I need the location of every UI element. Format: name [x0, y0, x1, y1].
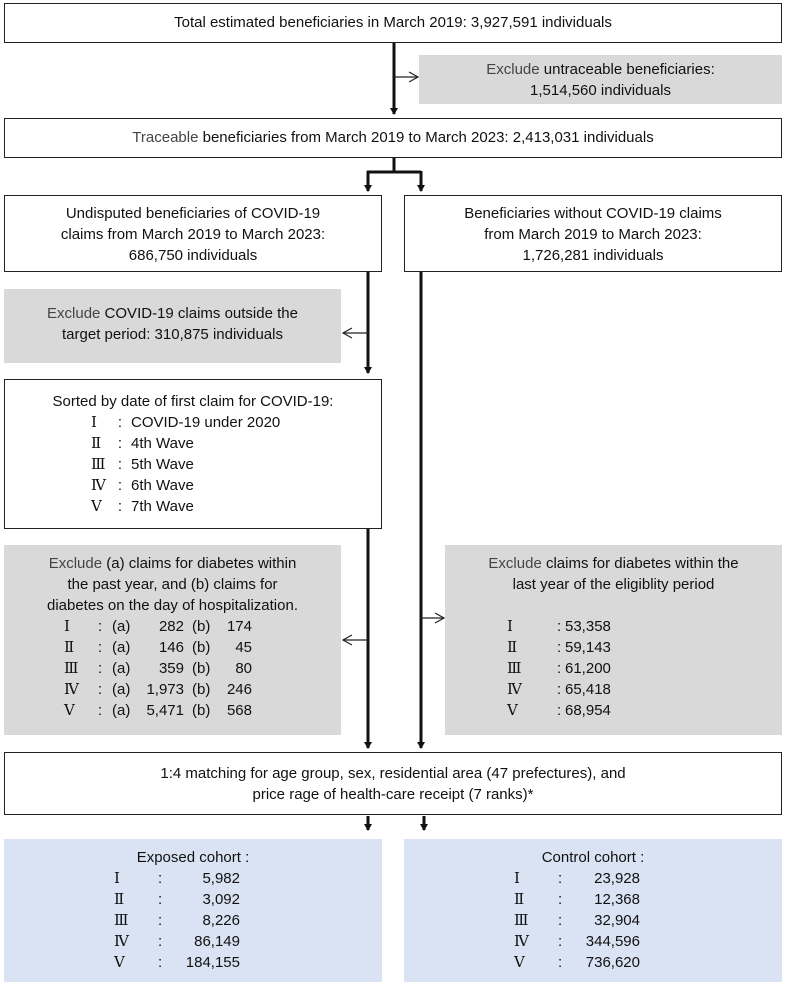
label-a: (a): [112, 681, 131, 698]
label-a: (a): [112, 702, 131, 719]
row-colon: :: [558, 954, 563, 971]
row-colon: :: [98, 681, 103, 698]
cohort-value: 86,149: [194, 933, 240, 950]
exclude-right-line1: claims for diabetes within the: [541, 555, 739, 572]
cohort-row: [114, 952, 240, 973]
wave-numeral: Ⅰ: [91, 413, 97, 431]
value-a: 282: [158, 618, 184, 635]
wave-numeral: Ⅲ: [507, 659, 522, 677]
exclude-left-table: [64, 616, 252, 721]
exclude-untraceable-line1: untraceable beneficiaries:: [539, 61, 715, 78]
exclude-right-line2: last year of the eligiblity period: [512, 576, 715, 593]
wave-numeral: Ⅳ: [114, 932, 129, 950]
matching-line2: price rage of health-care receipt (7 ranks)*: [252, 786, 534, 803]
exclude-left-line2: the past year, and (b) claims for: [67, 576, 278, 593]
row-value: 61,200: [565, 660, 611, 677]
wave-numeral: Ⅲ: [91, 455, 106, 473]
wave-numeral: Ⅰ: [507, 617, 513, 635]
value-b: 80: [235, 660, 252, 677]
wave-colon: :: [117, 477, 123, 494]
wave-numeral: Ⅱ: [64, 638, 75, 656]
wave-item: [91, 454, 280, 475]
row-value: 53,358: [565, 618, 611, 635]
row-colon: :: [558, 870, 563, 887]
wave-numeral: Ⅱ: [114, 890, 125, 908]
exclude-left-row: [64, 616, 252, 637]
exposed-title: Exposed cohort :: [136, 849, 250, 866]
cohort-value: 3,092: [202, 891, 240, 908]
wave-colon: :: [117, 456, 123, 473]
exclude-diabetes-right-box: [445, 545, 782, 735]
row-colon: :: [557, 702, 562, 719]
traceable-keyword: Traceable: [132, 129, 199, 146]
row-value: 68,954: [565, 702, 611, 719]
wave-item: [91, 475, 280, 496]
exclude-right-row: [507, 658, 611, 679]
cohort-row: [114, 889, 240, 910]
covid-line1: Undisputed beneficiaries of COVID-19: [65, 205, 321, 222]
wave-numeral: Ⅰ: [514, 869, 520, 887]
label-b: (b): [192, 681, 211, 698]
exclude-left-row: [64, 679, 252, 700]
exclude-keyword: Exclude: [48, 555, 103, 572]
control-cohort-box: [404, 839, 782, 982]
control-title: Control cohort :: [541, 849, 645, 866]
value-a: 359: [158, 660, 184, 677]
exclude-left-row: [64, 637, 252, 658]
exposed-table: [114, 868, 240, 973]
wave-label: 6th Wave: [131, 477, 194, 494]
wave-label: COVID-19 under 2020: [131, 414, 281, 431]
exclude-keyword: Exclude: [486, 61, 540, 78]
row-colon: :: [158, 954, 163, 971]
label-b: (b): [192, 618, 211, 635]
total-text: Total estimated beneficiaries in March 2019: 3,927,591 individuals: [174, 14, 612, 31]
row-colon: :: [98, 639, 103, 656]
nocovid-beneficiaries-box: [404, 195, 782, 272]
cohort-row: [514, 889, 640, 910]
covid-line3: 686,750 individuals: [128, 247, 258, 264]
wave-numeral: Ⅴ: [64, 701, 75, 719]
exclude-right-row: [507, 616, 611, 637]
cohort-row: [514, 952, 640, 973]
cohort-value: 344,596: [585, 933, 640, 950]
wave-numeral: Ⅰ: [114, 869, 120, 887]
wave-numeral: Ⅳ: [91, 476, 106, 494]
row-value: 59,143: [565, 639, 611, 656]
wave-numeral: Ⅳ: [64, 680, 79, 698]
wave-numeral: Ⅳ: [507, 680, 522, 698]
cohort-row: [114, 931, 240, 952]
wave-label: 7th Wave: [131, 498, 194, 515]
cohort-value: 736,620: [585, 954, 640, 971]
wave-numeral: Ⅱ: [514, 890, 525, 908]
wave-numeral: Ⅲ: [514, 911, 529, 929]
wave-numeral: Ⅲ: [64, 659, 79, 677]
cohort-value: 5,982: [202, 870, 240, 887]
row-colon: :: [557, 618, 562, 635]
row-colon: :: [98, 660, 103, 677]
row-colon: :: [98, 702, 103, 719]
row-colon: :: [158, 870, 163, 887]
cohort-value: 12,368: [594, 891, 640, 908]
total-box: [4, 3, 782, 43]
nocovid-line1: Beneficiaries without COVID-19 claims: [464, 205, 722, 222]
matching-line1: 1:4 matching for age group, sex, residential area (47 prefectures), and: [160, 765, 626, 782]
wave-colon: :: [117, 435, 123, 452]
covid-beneficiaries-box: [4, 195, 382, 272]
row-colon: :: [557, 639, 562, 656]
wave-numeral: Ⅱ: [507, 638, 518, 656]
exclude-left-row: [64, 658, 252, 679]
nocovid-line3: 1,726,281 individuals: [522, 247, 664, 264]
exclude-outside-line1: COVID-19 claims outside the: [100, 305, 298, 322]
exclude-outside-line2: target period: 310,875 individuals: [62, 326, 283, 343]
value-b: 568: [226, 702, 252, 719]
cohort-value: 23,928: [594, 870, 640, 887]
label-b: (b): [192, 660, 211, 677]
wave-numeral: Ⅳ: [514, 932, 529, 950]
exclude-left-line3: diabetes on the day of hospitalization.: [46, 597, 298, 614]
row-colon: :: [558, 933, 563, 950]
value-b: 246: [226, 681, 252, 698]
exclude-right-row: [507, 700, 611, 721]
label-a: (a): [112, 618, 131, 635]
wave-numeral: Ⅴ: [114, 953, 125, 971]
wave-numeral: Ⅰ: [64, 617, 70, 635]
exclude-right-table: [507, 616, 611, 721]
row-colon: :: [158, 912, 163, 929]
sorted-box: [4, 379, 382, 529]
traceable-box: [4, 118, 782, 158]
control-table: [514, 868, 640, 973]
row-colon: :: [158, 933, 163, 950]
wave-item: [91, 433, 280, 454]
exclude-outside-box: [4, 289, 341, 363]
sorted-title: Sorted by date of first claim for COVID-19:: [52, 393, 334, 410]
value-a: 1,973: [146, 681, 184, 698]
traceable-text: beneficiaries from March 2019 to March 2023: 2,413,031 individuals: [198, 129, 654, 146]
exclude-left-row: [64, 700, 252, 721]
exclude-right-row: [507, 679, 611, 700]
cohort-row: [514, 931, 640, 952]
exclude-right-row: [507, 637, 611, 658]
value-b: 174: [226, 618, 252, 635]
row-value: 65,418: [565, 681, 611, 698]
row-colon: :: [557, 681, 562, 698]
wave-colon: :: [117, 498, 123, 515]
wave-list: [91, 412, 280, 517]
covid-line2: claims from March 2019 to March 2023:: [60, 226, 326, 243]
value-a: 5,471: [146, 702, 184, 719]
label-b: (b): [192, 639, 211, 656]
wave-numeral: Ⅲ: [114, 911, 129, 929]
exclude-untraceable-box: [419, 55, 782, 104]
wave-label: 4th Wave: [131, 435, 194, 452]
wave-numeral: Ⅴ: [514, 953, 525, 971]
row-colon: :: [158, 891, 163, 908]
exclude-keyword: Exclude: [47, 305, 101, 322]
row-colon: :: [558, 912, 563, 929]
cohort-row: [114, 910, 240, 931]
wave-numeral: Ⅱ: [91, 434, 102, 452]
cohort-value: 8,226: [202, 912, 240, 929]
cohort-row: [514, 868, 640, 889]
cohort-value: 184,155: [185, 954, 240, 971]
wave-label: 5th Wave: [131, 456, 194, 473]
cohort-row: [514, 910, 640, 931]
wave-item: [91, 496, 280, 517]
cohort-value: 32,904: [594, 912, 640, 929]
exclude-untraceable-line2: 1,514,560 individuals: [530, 82, 671, 99]
row-colon: :: [557, 660, 562, 677]
row-colon: :: [98, 618, 103, 635]
wave-colon: :: [117, 414, 123, 431]
exclude-left-line1: (a) claims for diabetes within: [102, 555, 297, 572]
exclude-diabetes-left-box: [4, 545, 341, 735]
nocovid-line2: from March 2019 to March 2023:: [484, 226, 702, 243]
row-colon: :: [558, 891, 563, 908]
exclude-keyword: Exclude: [488, 555, 542, 572]
label-a: (a): [112, 660, 131, 677]
exposed-cohort-box: [4, 839, 382, 982]
wave-numeral: Ⅴ: [91, 497, 102, 515]
label-b: (b): [192, 702, 211, 719]
value-b: 45: [235, 639, 252, 656]
matching-box: [4, 752, 782, 815]
value-a: 146: [158, 639, 184, 656]
wave-numeral: Ⅴ: [507, 701, 518, 719]
wave-item: [91, 412, 280, 433]
cohort-row: [114, 868, 240, 889]
label-a: (a): [112, 639, 131, 656]
